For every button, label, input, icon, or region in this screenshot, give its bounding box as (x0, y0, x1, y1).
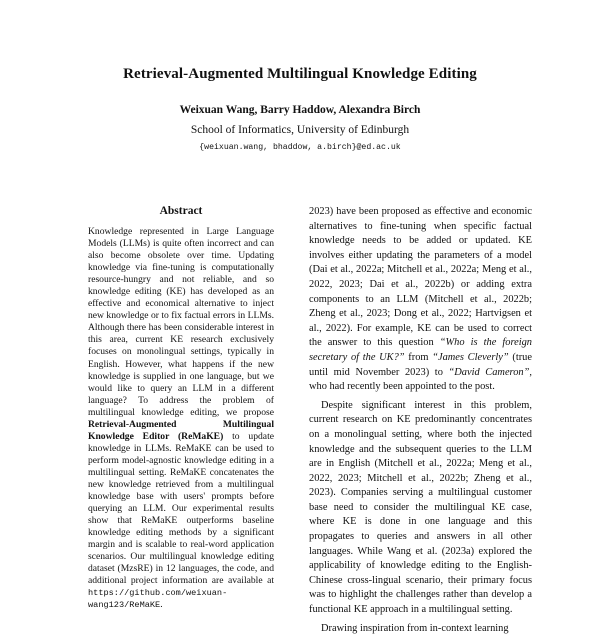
body-paragraph-1 (309, 205, 532, 395)
body-p1-d: , who had recently been appointed to the post. (309, 366, 532, 393)
body-paragraph-3: Drawing inspiration from in-context learning (321, 622, 509, 634)
abstract-part-1: Knowledge represented in Large Language Models (LLMs) is quite often incorrect and can also become obsolete over time. Updating knowledge via fine-tuning is computationally resource-hungry and not reliable, and so knowledge editing (KE) has developed as an effective and economical alternative to inject new knowledge or to fix factual errors in LLMs. Although there has been considerable interest in this area, current KE research exclusively focuses on monolingual settings, typically in English. However, what happens if the new knowledge is supplied in one language, but we would like to query an LLM in a different language? To address the problem of multilingual knowledge editing, we propose (88, 226, 274, 418)
body-p1-b: from (404, 351, 433, 363)
example-old-answer: “James Cleverly” (432, 351, 509, 363)
affiliation: School of Informatics, University of Edinburgh (190, 124, 410, 136)
abstract-part-2: to update knowledge in LLMs. ReMaKE can be used to perform model-agnostic knowledge editing in a multilingual setting. ReMaKE concatenates the new knowledge retrieved from a multilingual knowledge base with users' prompts before querying an LLM. Our experimental results show that ReMaKE outperforms baseline knowledge editing methods by a significant margin and is scalable to real-word application scenarios. Our multilingual knowledge editing dataset (MzsRE) in 12 languages, the code, and additional project information are available at (88, 430, 274, 587)
body-paragraph-2: Despite significant interest in this problem, current research on KE predominantly concentrates on a monolingual setting, where both the injected knowledge and the subsequent queries to the LLM are in English (Mitchell et al., 2022a; Meng et al., 2022, 2023; Mitchell et al., 2022b; Zheng et al., 2023). Companies serving a multilingual customer base need to consider the multilingual KE case, where KE is done in one language and this propagates to queries and answers in all other languages. While Wang et al. (2023a) explored the applicability of knowledge editing to the English-Chinese cross-lingual scenario, their primary focus was to highlight the challenges rather than develop a functional KE approach in a multilingual setting. (309, 399, 532, 616)
abstract-text (88, 226, 274, 611)
body-column (309, 205, 532, 634)
abstract-end: . (160, 599, 163, 611)
paper-title: Retrieval-Augmented Multilingual Knowledge Editing (123, 66, 477, 82)
example-question: “Who is the foreign secretary of the UK?” (309, 337, 532, 363)
body-p1-a: 2023) have been proposed as effective and economic alternatives to fine-tuning when specific factual knowledge needs to be added or updated. KE involves either updating the parameters of a model (Dai et al., 2022a; Mitchell et al., 2022a; Meng et al., 2022, 2023; Dai et al., 2022b) or adding extra components to an LLM (Mitchell et al., 2022b; Zheng et al., 2023; Dong et al., 2022; Hartvigsen et al., 2022). For example, KE can be used to correct the answer to this question (309, 206, 532, 349)
example-new-answer: “David Cameron” (448, 366, 530, 378)
abstract-method-name: Retrieval-Augmented Multilingual Knowledge Editor (ReMaKE) (88, 418, 274, 442)
author-emails: {weixuan.wang, bhaddow, a.birch}@ed.ac.uk (199, 143, 401, 152)
abstract-heading: Abstract (159, 205, 203, 217)
body-p1-c: (true until mid November 2023) to (309, 351, 532, 378)
repo-link[interactable]: https://github.com/weixuan-wang123/ReMaKE (88, 588, 228, 611)
author-list: Weixuan Wang, Barry Haddow, Alexandra Birch (179, 104, 421, 116)
